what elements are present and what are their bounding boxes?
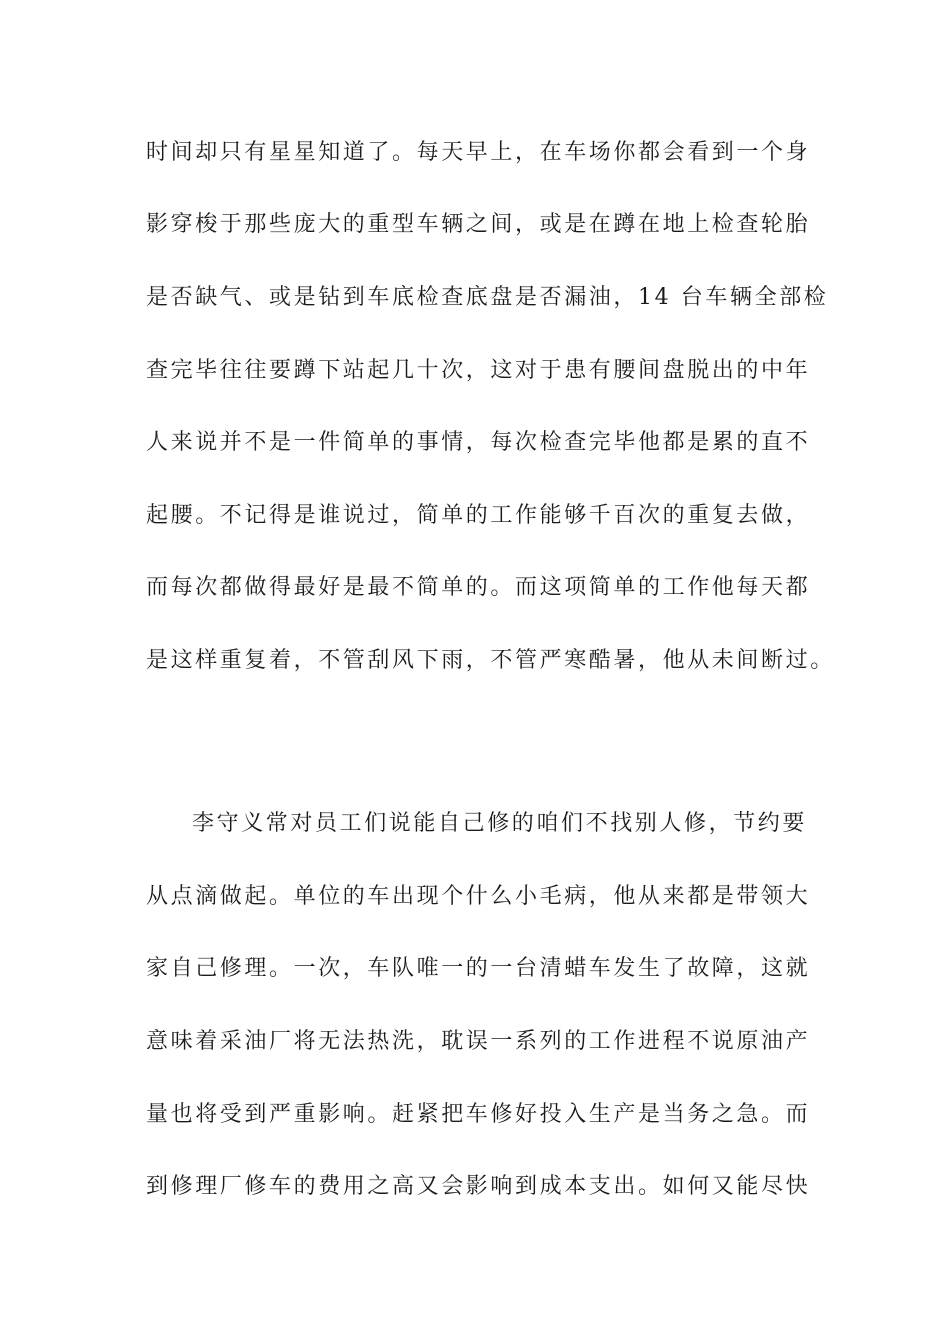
text-line: 意味着采油厂将无法热洗，耽误一系列的工作进程不说原油产 — [146, 1029, 811, 1054]
text-line: 家自己修理。一次，车队唯一的一台清蜡车发生了故障，这就 — [146, 956, 811, 981]
text-line: 时间却只有星星知道了。每天早上，在车场你都会看到一个身 — [146, 140, 811, 165]
text-line: 查完毕往往要蹲下站起几十次，这对于患有腰间盘脱出的中年 — [146, 358, 811, 383]
text-line: 起腰。不记得是谁说过，简单的工作能够千百次的重复去做， — [146, 503, 811, 528]
text-line: 量也将受到严重影响。赶紧把车修好投入生产是当务之急。而 — [146, 1102, 811, 1127]
text-line: 而每次都做得最好是最不简单的。而这项简单的工作他每天都 — [146, 575, 811, 600]
text-line: 李守义常对员工们说能自己修的咱们不找别人修，节约要 — [192, 811, 808, 836]
text-line: 从点滴做起。单位的车出现个什么小毛病，他从来都是带领大 — [146, 884, 811, 909]
text-line: 是这样重复着，不管刮风下雨，不管严寒酷暑，他从未间断过。 — [146, 648, 835, 673]
text-line: 人来说并不是一件简单的事情，每次检查完毕他都是累的直不 — [146, 430, 811, 455]
text-line: 到修理厂修车的费用之高又会影响到成本支出。如何又能尽快 — [146, 1174, 811, 1199]
text-line: 是否缺气、或是钻到车底检查底盘是否漏油，14 台车辆全部检 — [146, 285, 829, 310]
text-line: 影穿梭于那些庞大的重型车辆之间，或是在蹲在地上检查轮胎 — [146, 212, 811, 237]
